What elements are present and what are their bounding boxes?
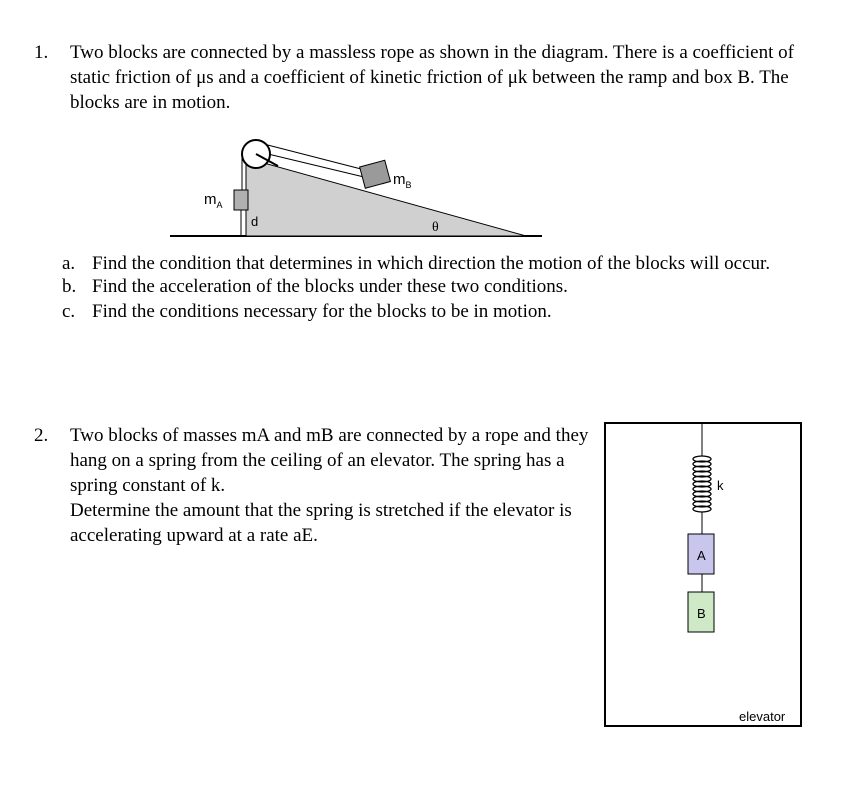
part-c — [62, 300, 552, 324]
part-c-text: Find the conditions necessary for the blocks to be in motion. — [92, 301, 552, 322]
part-a-label: a. — [62, 253, 76, 274]
part-b-text: Find the acceleration of the blocks under these two conditions. — [92, 276, 568, 297]
problem-2-line-2: Determine the amount that the spring is stretched if the elevator is accelerating upward at a rate aE. — [70, 500, 572, 546]
problem-1-number: 1. — [34, 42, 49, 63]
block-b-label: B — [697, 606, 706, 621]
problem-1 — [34, 40, 824, 115]
mass-a-label: $m_A$ — [204, 191, 223, 210]
spring-constant-label: k — [717, 478, 724, 493]
problem-2-number: 2. — [34, 425, 49, 446]
problem-2-line-1: Two blocks of masses mA and mB are connected by a rope and they hang on a spring from the ceiling of an elevator. The spring has a spring constant of k. — [70, 425, 589, 496]
mass-b-label: $m_B$ — [393, 171, 412, 190]
block-a — [234, 190, 248, 210]
distance-label: d — [251, 214, 259, 229]
angle-label: θ — [432, 220, 439, 235]
block-a-label: A — [697, 548, 706, 563]
problem-2 — [34, 423, 594, 548]
elevator-diagram — [604, 422, 804, 728]
part-a-text: Find the condition that determines in which direction the motion of the blocks will occur. — [92, 253, 771, 274]
block-b — [360, 160, 391, 188]
problem-2-text — [70, 423, 594, 548]
part-b — [62, 275, 568, 299]
part-b-label: b. — [62, 276, 77, 297]
problem-1-text: Two blocks are connected by a massless rope as shown in the diagram. There is a coefficient of static friction of μs and a coefficient of kinetic friction of μk between the ramp and box B. The blocks are in motion. — [70, 42, 794, 113]
part-a — [62, 252, 770, 276]
ramp-pulley-diagram — [160, 130, 550, 242]
elevator-label: elevator — [739, 709, 786, 724]
part-c-label: c. — [62, 301, 76, 322]
